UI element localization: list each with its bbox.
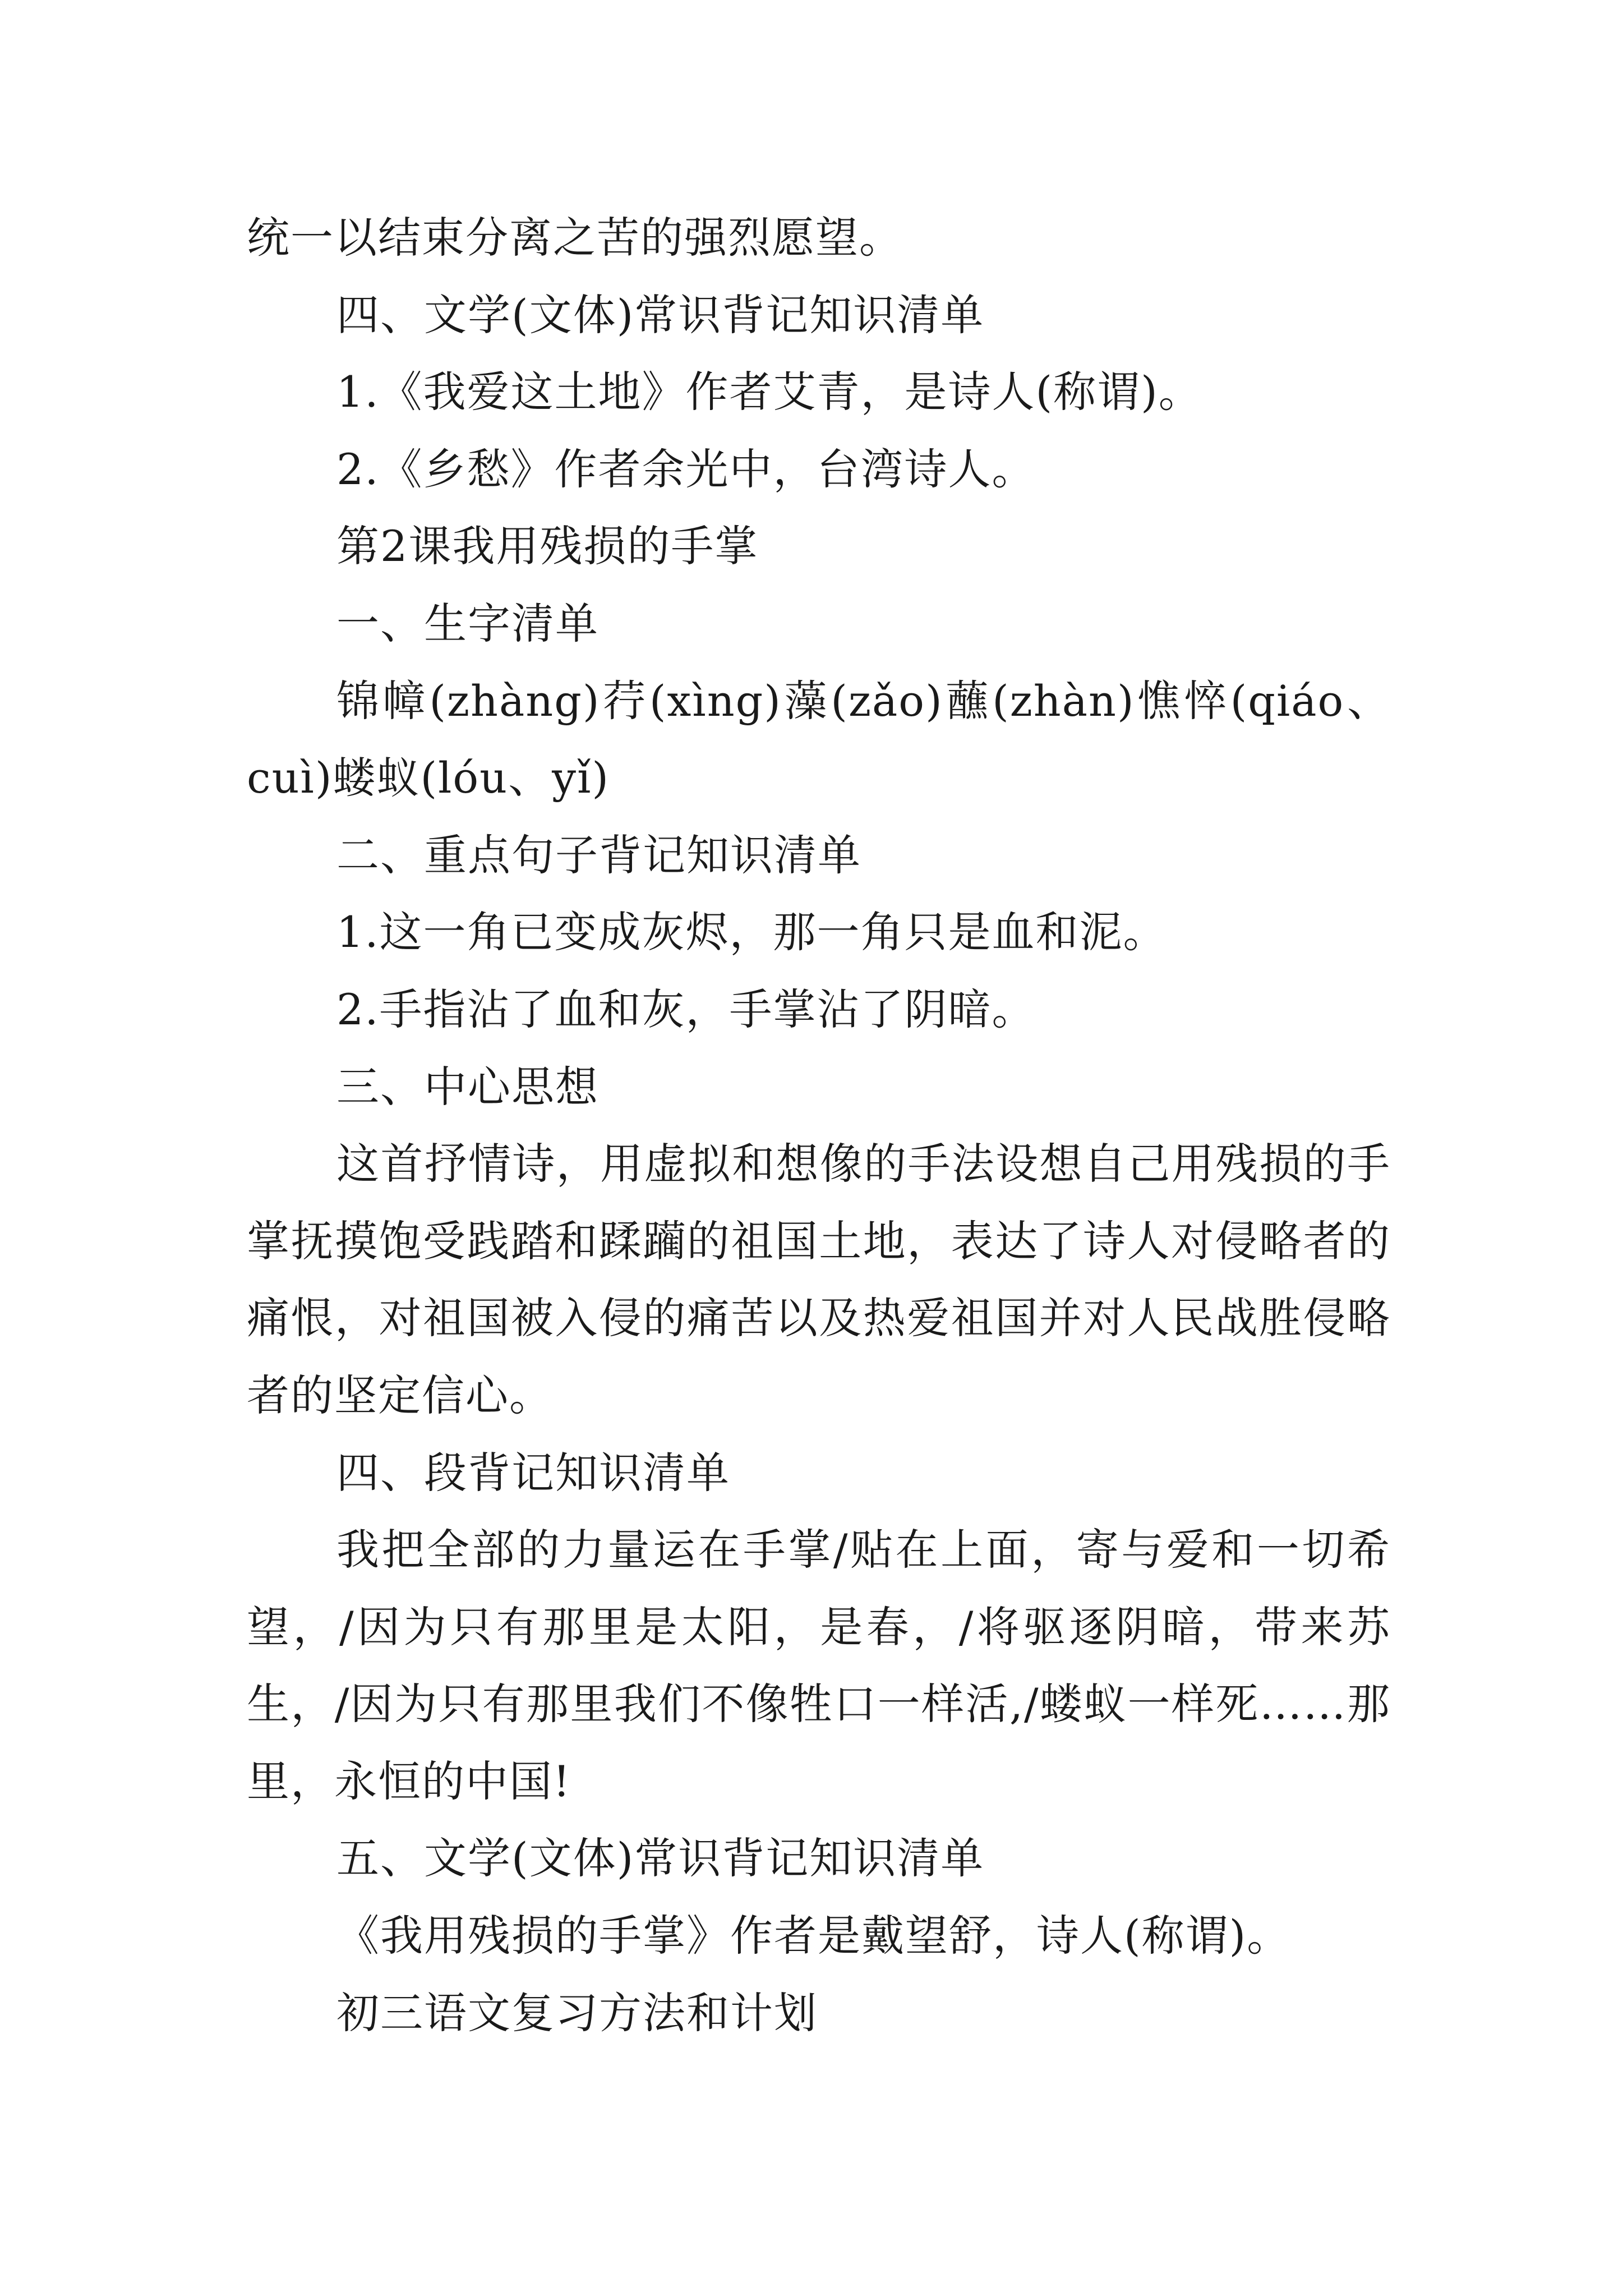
central-idea-paragraph: 这首抒情诗，用虚拟和想像的手法设想自己用残损的手掌抚摸饱受践踏和蹂躏的祖国土地，表达了诗人对侵略者的痛恨，对祖国被入侵的痛苦以及热爱祖国并对人民战胜侵略者的坚定信心。	[247, 1139, 1391, 1420]
list-item: 1.《我爱这土地》作者艾青，是诗人(称谓)。	[336, 367, 1202, 417]
literature-note: 《我用残损的手掌》作者是戴望舒，诗人(称谓)。	[336, 1911, 1291, 1961]
lesson-title: 第2课我用残损的手掌	[336, 521, 759, 572]
list-item: 2.手指沾了血和灰，手掌沾了阴暗。	[336, 984, 1036, 1034]
list-item: 1.这一角已变成灰烬，那一角只是血和泥。	[336, 907, 1167, 958]
section-heading-literature-2: 五、文学(文体)常识背记知识清单	[336, 1833, 985, 1884]
passage-paragraph: 我把全部的力量运在手掌/贴在上面，寄与爱和一切希望，/因为只有那里是太阳，是春，/将驱逐阴暗，带来苏生，/因为只有那里我们不像牲口一样活,/蝼蚁一样死……那里，永恒的中国!	[247, 1525, 1391, 1806]
section-heading-new-words: 一、生字清单	[336, 598, 599, 648]
document-body	[247, 199, 1391, 2051]
new-words-list: 锦幛(zhàng)荇(xìng)藻(zǎo)蘸(zhàn)憔悴(qiáo、cuì)蝼蚁(lóu、yǐ)	[247, 675, 1391, 803]
list-item: 2.《乡愁》作者余光中，台湾诗人。	[336, 444, 1036, 494]
section-heading-literature-1: 四、文学(文体)常识背记知识清单	[336, 289, 985, 340]
section-heading-key-sentences: 二、重点句子背记知识清单	[336, 830, 861, 880]
paragraph-continuation: 统一以结束分离之苦的强烈愿望。	[247, 213, 903, 263]
section-heading-passage: 四、段背记知识清单	[336, 1447, 730, 1498]
section-heading-central-idea: 三、中心思想	[336, 1061, 599, 1112]
section-heading-review-plan: 初三语文复习方法和计划	[336, 1987, 818, 2038]
